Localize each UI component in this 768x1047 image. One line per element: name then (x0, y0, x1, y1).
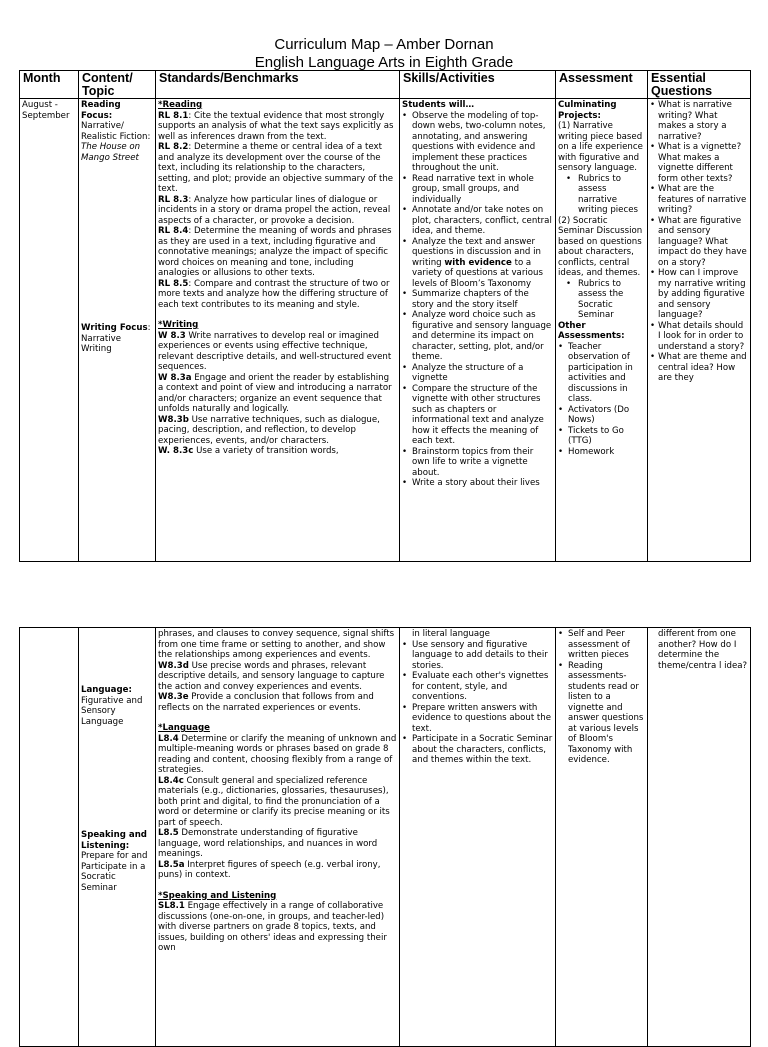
header-assessment: Assessment (556, 71, 648, 99)
list-item: • Write a story about their lives (402, 478, 553, 489)
skills-heading: Students will… (402, 100, 475, 110)
list-item: • What details should I look for in order to understand a story? (650, 321, 748, 353)
assessment-list (558, 629, 645, 766)
header-essential-questions: Essential Questions (648, 71, 751, 99)
title-line-1: Curriculum Map – Amber Dornan (274, 36, 494, 53)
skills-cell (400, 628, 556, 1047)
list-item: • Analyze word choice such as figurative and sensory language and determine its impact on character, setting, plot, and/or theme. (402, 310, 553, 363)
curriculum-table-page-1 (19, 70, 751, 562)
book-title: The House on Mango Street (81, 142, 141, 163)
title-line-2: English Language Arts in Eighth Grade (254, 54, 514, 71)
skills-continued: in literal language (412, 629, 490, 639)
list-item: • Compare the structure of the vignette with other structures such as chapters or informational text and analyze how it effects the meaning of each text. (402, 384, 553, 447)
list-item: • Reading assessments- students read or listen to a vignette and answer questions at various levels of Bloom's Taxonomy with evidence. (558, 661, 645, 766)
essential-questions-cell (648, 99, 751, 562)
standard-sl81: SL8.1 Engage effectively in a range of collaborative discussions (one-on-one, in groups, and teacher-led) with diverse partners on grade 8 topics, texts, and issues, building on others' ideas and expressing their own (158, 901, 387, 953)
standard-l85: L8.5 Demonstrate understanding of figurative language, word relationships, and nuances in word meanings. (158, 828, 378, 859)
essential-continued: different from one another? How do I determine the theme/centra l idea? (658, 629, 748, 671)
list-item: • What is narrative writing? What makes a story a narrative? (650, 100, 748, 142)
standard-l84: L8.4 Determine or clarify the meaning of unknown and multiple-meaning words or phrases based on grade 8 reading and content, choosing flexibly from a range of strategies. (158, 733, 397, 775)
list-item: • Rubrics to assess the Socratic Seminar (558, 279, 645, 321)
month-value: August - September (22, 100, 70, 121)
standard-rl83: RL 8.3: Analyze how particular lines of dialogue or incidents in a story or drama propel the action, reveal aspects of a character, or provoke a decision. (158, 194, 391, 226)
list-item: • How can I improve my narrative writing by adding figurative and sensory language? (650, 268, 748, 321)
list-item: • Participate in a Socratic Seminar about the characters, conflicts, and themes within the text. (402, 734, 553, 766)
essential-questions-cell (648, 628, 751, 1047)
list-item: • Activators (Do Nows) (558, 405, 645, 426)
language-standards-heading: *Language (158, 723, 210, 733)
standard-rl84: RL 8.4: Determine the meaning of words and phrases as they are used in a text, including figurative and connotative meanings; analyze the impact of specific word choices on meaning and tone, including analogies or allusions to other texts. (158, 226, 392, 278)
standard-w83a: W 8.3a Engage and orient the reader by establishing a context and point of view and introducing a narrator and/or characters; organize an event sequence that unfolds naturally and logically. (158, 372, 392, 414)
month-cell (20, 628, 79, 1047)
curriculum-table-page-2 (19, 627, 751, 1047)
writing-focus-label: Writing Focus: (81, 323, 151, 333)
assessment-cell (556, 99, 648, 562)
standards-cell (156, 99, 400, 562)
reading-focus-label: Reading Focus: (81, 100, 121, 121)
content-cell (79, 628, 156, 1047)
header-skills: Skills/Activities (400, 71, 556, 99)
list-item: • Brainstorm topics from their own life to write a vignette about. (402, 447, 553, 479)
standard-w83b: W8.3b Use narrative techniques, such as dialogue, pacing, description, and reflection, to develop experiences, events, and/or characters. (158, 414, 380, 446)
list-item: • Analyze the text and answer questions in discussion and in writing with evidence to a variety of questions at various levels of Bloom’s Taxonomy (402, 237, 553, 290)
standard-w83c: W. 8.3c Use a variety of transition words, (158, 446, 339, 456)
list-item: • Self and Peer assessment of written pieces (558, 629, 645, 661)
list-item: • Analyze the structure of a vignette (402, 363, 553, 384)
standard-w83e: W8.3e Provide a conclusion that follows from and reflects on the narrated experiences or events. (158, 692, 374, 713)
reading-focus-text: Narrative/ Realistic Fiction: The House on Mango Street (81, 121, 151, 163)
essential-questions-list (650, 100, 748, 384)
project-1: (1) Narrative writing piece based on a life experience with figurative and sensory language. (558, 121, 643, 173)
header-standards: Standards/Benchmarks (156, 71, 400, 99)
standard-l84c: L8.4c Consult general and specialized reference materials (e.g., dictionaries, glossaries, thesauruses), both print and digital, to find the pronunciation of a word or determine or clarify its precise meaning or its part of speech. (158, 775, 390, 828)
list-item: • Use sensory and figurative language to add details to their stories. (402, 640, 553, 672)
speaking-standards-heading: *Speaking and Listening (158, 890, 277, 901)
list-item: • Evaluate each other's vignettes for content, style, and conventions. (402, 671, 553, 703)
standards-cell (156, 628, 400, 1047)
speaking-listening-label: Speaking and Listening: (81, 830, 147, 851)
list-item: • What are the features of narrative writing? (650, 184, 748, 216)
standard-rl82: RL 8.2: Determine a theme or central idea of a text and analyze its development over the course of the text, including its relationship to the characters, setting, and plot; provide an objective summary of the text. (158, 142, 394, 194)
document-title (0, 36, 768, 72)
skills-cell (400, 99, 556, 562)
header-month: Month (20, 71, 79, 99)
standard-rl85: RL 8.5: Compare and contrast the structure of two or more texts and analyze how the differing structure of each text contributes to its meaning and style. (158, 278, 390, 310)
culminating-projects-label: Culminating Projects: (558, 100, 617, 121)
language-label: Language: (81, 685, 132, 695)
writing-standards-heading: *Writing (158, 320, 199, 330)
language-text: Figurative and Sensory Language (81, 695, 143, 727)
standard-w83c-continued: phrases, and clauses to convey sequence, signal shifts from one time frame or setting to another, and show the relationships among experiences and events. (158, 629, 395, 660)
list-item: • Read narrative text in whole group, small groups, and individually (402, 174, 553, 206)
list-item: • Teacher observation of participation in activities and discussions in class. (558, 342, 645, 405)
list-item: • Homework (558, 447, 645, 458)
list-item: • What are figurative and sensory language? What impact do they have on a story? (650, 216, 748, 269)
list-item: • Summarize chapters of the story and the story itself (402, 289, 553, 310)
list-item: • Annotate and/or take notes on plot, characters, conflict, central idea, and theme. (402, 205, 553, 237)
writing-focus-text: Narrative Writing (81, 333, 122, 354)
list-item: • Prepare written answers with evidence to questions about the text. (402, 703, 553, 735)
content-cell (79, 99, 156, 562)
assessment-cell (556, 628, 648, 1047)
list-item: • Rubrics to assess narrative writing pieces (558, 174, 645, 216)
month-cell (20, 99, 79, 562)
standard-rl81: RL 8.1: Cite the textual evidence that most strongly supports an analysis of what the text says explicitly as well as inferences drawn from the text. (158, 110, 394, 142)
list-item: • What is a vignette? What makes a vignette different form other texts? (650, 142, 748, 184)
standard-l85a: L8.5a Interpret figures of speech (e.g. verbal irony, puns) in context. (158, 859, 381, 880)
reading-standards-heading: *Reading (158, 100, 203, 110)
speaking-listening-text: Prepare for and Participate in a Socratic Seminar (81, 851, 148, 893)
header-content-topic: Content/ Topic (79, 71, 156, 99)
list-item: • What are theme and central idea? How are they (650, 352, 748, 384)
list-item: • Observe the modeling of top-down webs, two-column notes, annotating, and answering questions with evidence and implement these practices throughout the unit. (402, 111, 553, 174)
standard-w83d: W8.3d Use precise words and phrases, relevant descriptive details, and sensory language to capture the action and convey experiences and events. (158, 660, 385, 692)
other-assessments-list (558, 342, 645, 458)
skills-list (402, 640, 553, 766)
standard-w83: W 8.3 Write narratives to develop real or imagined experiences or events using effective technique, relevant descriptive details, and well-structured event sequences. (158, 330, 392, 372)
project-2: (2) Socratic Seminar Discussion based on questions about characters, conflicts, central ideas, and themes. (558, 215, 643, 278)
other-assessments-label: Other Assessments: (558, 320, 625, 341)
skills-list (402, 111, 553, 489)
list-item: • Tickets to Go (TTG) (558, 426, 645, 447)
